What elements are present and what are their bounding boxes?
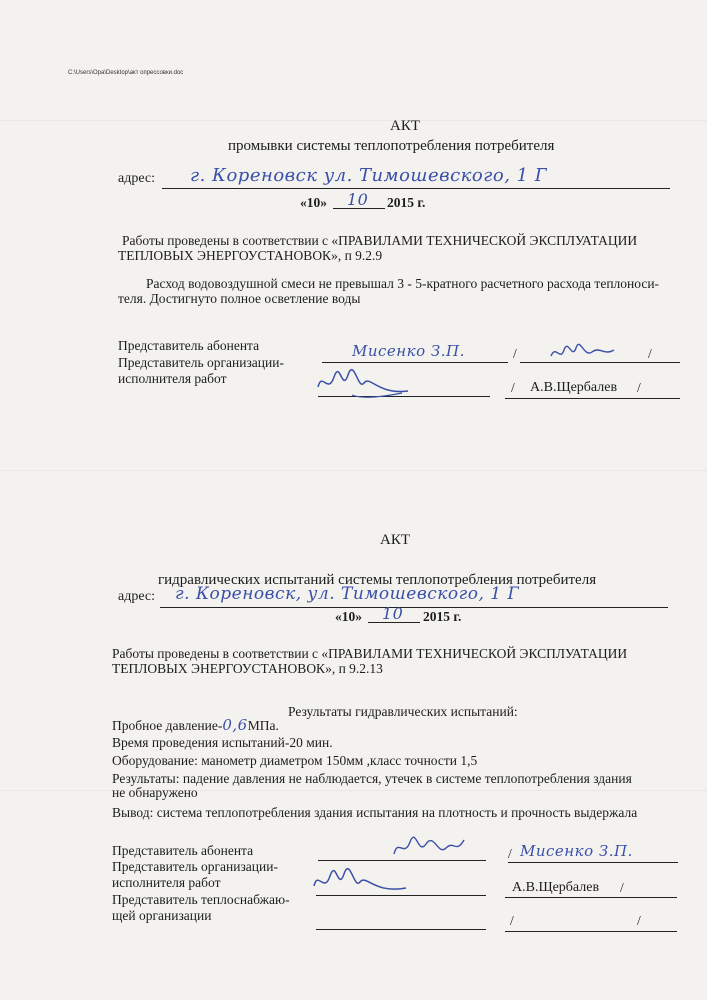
act1-address-underline <box>162 188 670 189</box>
act2-supply-name-line <box>505 931 677 932</box>
act2-date-day: «10» <box>335 609 362 624</box>
act2-subscriber-signature <box>390 834 466 862</box>
act1-subscriber-sign-line <box>322 362 508 363</box>
act2-conclusion: Вывод: система теплопотребления здания испытания на плотность и прочность выдержала <box>112 805 638 820</box>
act2-result-1: Результаты: падение давления не наблюдается, утечек в системе теплопотребления здания <box>112 771 632 786</box>
act1-contractor-signature <box>312 365 412 401</box>
act2-slash-1: / <box>508 846 512 861</box>
act1-date-month: 10 <box>347 190 369 209</box>
act1-date-year: 2015 г. <box>387 195 426 210</box>
act1-address-label: адрес: <box>118 171 156 186</box>
act1-slash-2: / <box>648 346 652 361</box>
act2-slash-3: / <box>510 913 514 928</box>
act2-pressure-unit: МПа. <box>247 718 279 733</box>
act2-result-2: не обнаружено <box>112 785 198 800</box>
act2-date-year: 2015 г. <box>423 609 462 624</box>
act2-results-title: Результаты гидравлических испытаний: <box>288 704 518 719</box>
act2-slash-2: / <box>620 880 624 895</box>
act2-address-underline <box>160 607 668 608</box>
act2-pressure-label: Пробное давление- <box>112 718 223 733</box>
act2-supply-sign-line <box>316 929 486 930</box>
act1-address-value: г. Кореновск ул. Тимошевского, 1 Г <box>190 165 548 186</box>
act2-pressure-line <box>112 718 279 733</box>
act1-rep-subscriber: Представитель абонента <box>118 338 260 353</box>
act1-subscriber-name: Мисенко З.П. <box>352 342 465 360</box>
act2-works-text-2: ТЕПЛОВЫХ ЭНЕРГОУСТАНОВОК», п 9.2.13 <box>112 661 383 676</box>
act2-slash-4: / <box>637 913 641 928</box>
act2-rep-subscriber: Представитель абонента <box>112 843 254 858</box>
act1-rep-org-1: Представитель организации- <box>118 355 284 370</box>
file-path: C:\Users\Ора\Desktop\акт опрессовки.doc <box>68 70 184 76</box>
act2-rep-supply-1: Представитель теплоснабжаю- <box>112 892 290 907</box>
act1-flow-text-1: Расход водовоздушной смеси не превышал 3 - 5-кратного расчетного расхода теплоноси- <box>146 276 660 291</box>
act2-contractor-name: А.В.Щербалев <box>512 880 600 895</box>
act2-address-label: адрес: <box>118 589 156 604</box>
act2-subscriber-name-line <box>508 862 678 863</box>
act2-address-value: г. Кореновск, ул. Тимошевского, 1 Г <box>175 584 520 604</box>
act2-rep-org-1: Представитель организации- <box>112 859 278 874</box>
act1-works-text-2: ТЕПЛОВЫХ ЭНЕРГОУСТАНОВОК», п 9.2.9 <box>118 248 383 263</box>
act1-title: АКТ <box>390 118 420 134</box>
act2-duration: Время проведения испытаний-20 мин. <box>112 735 333 750</box>
act2-rep-supply-2: щей организации <box>112 908 212 923</box>
act1-slash-3: / <box>511 380 515 395</box>
act1-subtitle: промывки системы теплопотребления потребителя <box>228 138 555 154</box>
act1-date-day: «10» <box>300 195 327 210</box>
act1-slash-4: / <box>637 380 641 395</box>
act1-works-text-1: Работы проведены в соответствии с «ПРАВИЛАМИ ТЕХНИЧЕСКОЙ ЭКСПЛУАТАЦИИ <box>122 233 638 248</box>
act2-contractor-signature <box>308 864 412 900</box>
act2-subtitle: гидравлических испытаний системы теплопотребления потребителя <box>158 572 597 588</box>
act1-flow-text-2: теля. Достигнуто полное осветление воды <box>118 291 361 306</box>
act2-pressure-value: 0,6 <box>222 716 248 734</box>
act2-title: АКТ <box>380 532 410 548</box>
act2-subscriber-name: Мисенко З.П. <box>520 842 633 860</box>
act2-date-month: 10 <box>382 604 404 623</box>
act2-equipment: Оборудование: манометр диаметром 150мм ,класс точности 1,5 <box>112 753 478 768</box>
act1-subscriber-signature <box>548 340 618 364</box>
act1-contractor-name-line <box>505 398 680 399</box>
act2-works-text-1: Работы проведены в соответствии с «ПРАВИЛАМИ ТЕХНИЧЕСКОЙ ЭКСПЛУАТАЦИИ <box>112 646 628 661</box>
act1-contractor-name: А.В.Щербалев <box>530 380 618 395</box>
act2-contractor-name-line <box>505 897 677 898</box>
act1-rep-org-2: исполнителя работ <box>118 371 227 386</box>
act2-rep-org-2: исполнителя работ <box>112 875 221 890</box>
act1-slash-1: / <box>513 346 517 361</box>
